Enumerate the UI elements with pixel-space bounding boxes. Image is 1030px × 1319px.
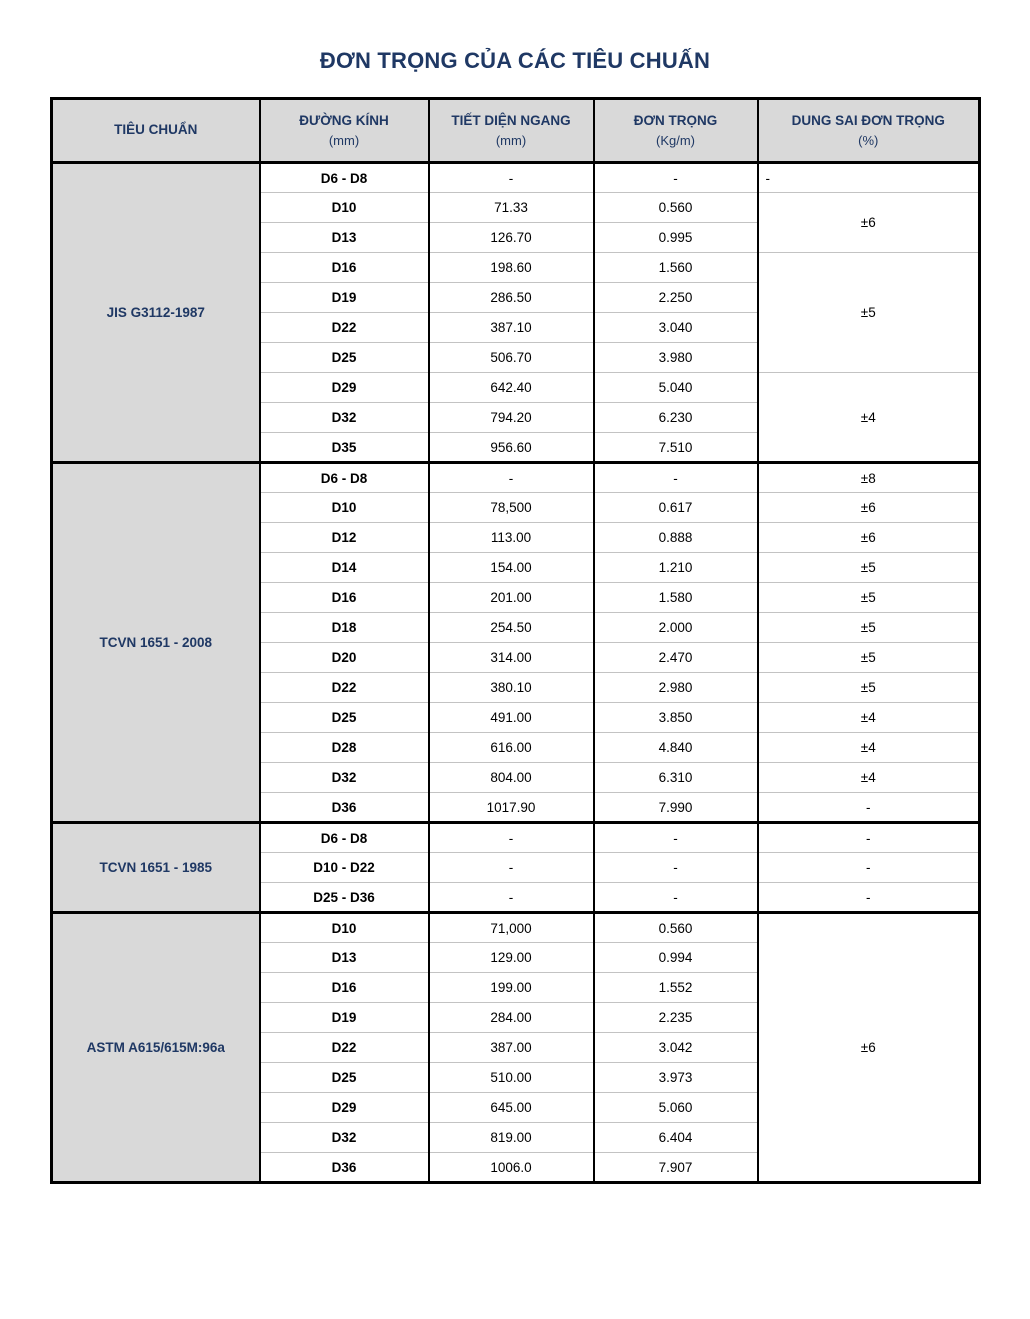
unit-weight-cell: 0.560 <box>594 193 758 223</box>
tolerance-cell: - <box>758 793 980 823</box>
cross-section-cell: 387.10 <box>429 313 594 343</box>
tolerance-cell: ±5 <box>758 673 980 703</box>
table-header-row <box>52 99 980 163</box>
unit-weight-cell: 1.560 <box>594 253 758 283</box>
cross-section-cell: 794.20 <box>429 403 594 433</box>
diameter-cell: D20 <box>260 643 429 673</box>
diameter-cell: D22 <box>260 313 429 343</box>
cross-section-cell: 113.00 <box>429 523 594 553</box>
cross-section-cell: 129.00 <box>429 943 594 973</box>
tolerance-cell: ±6 <box>758 493 980 523</box>
unit-weight-cell: 5.040 <box>594 373 758 403</box>
diameter-cell: D36 <box>260 793 429 823</box>
diameter-cell: D12 <box>260 523 429 553</box>
diameter-cell: D14 <box>260 553 429 583</box>
unit-weight-cell: 0.617 <box>594 493 758 523</box>
unit-weight-cell: 7.510 <box>594 433 758 463</box>
tolerance-cell: - <box>758 823 980 853</box>
unit-weight-cell: 5.060 <box>594 1093 758 1123</box>
cross-section-cell: - <box>429 883 594 913</box>
unit-weight-cell: 2.980 <box>594 673 758 703</box>
tolerance-cell: ±4 <box>758 703 980 733</box>
column-header-cross-section <box>429 99 594 163</box>
unit-weight-cell: 3.973 <box>594 1063 758 1093</box>
column-header-label: ĐƯỜNG KÍNH <box>299 112 389 128</box>
column-header-unit-weight <box>594 99 758 163</box>
tolerance-cell: ±6 <box>758 913 980 1183</box>
unit-weight-cell: 2.000 <box>594 613 758 643</box>
tolerance-cell: - <box>758 883 980 913</box>
column-header-unit: (Kg/m) <box>656 132 695 148</box>
standards-weight-table <box>50 97 981 1184</box>
standard-cell: TCVN 1651 - 1985 <box>52 823 260 913</box>
cross-section-cell: 510.00 <box>429 1063 594 1093</box>
page-title: ĐƠN TRỌNG CỦA CÁC TIÊU CHUẤN <box>319 48 711 73</box>
tolerance-cell: - <box>758 163 980 193</box>
cross-section-cell: - <box>429 463 594 493</box>
cross-section-cell: 616.00 <box>429 733 594 763</box>
unit-weight-cell: 2.250 <box>594 283 758 313</box>
cross-section-cell: 71.33 <box>429 193 594 223</box>
diameter-cell: D25 - D36 <box>260 883 429 913</box>
diameter-cell: D32 <box>260 763 429 793</box>
cross-section-cell: 645.00 <box>429 1093 594 1123</box>
diameter-cell: D25 <box>260 1063 429 1093</box>
tolerance-cell: ±6 <box>758 523 980 553</box>
diameter-cell: D32 <box>260 1123 429 1153</box>
diameter-cell: D6 - D8 <box>260 463 429 493</box>
cross-section-cell: - <box>429 823 594 853</box>
cross-section-cell: 284.00 <box>429 1003 594 1033</box>
diameter-cell: D29 <box>260 1093 429 1123</box>
column-header-unit: (mm) <box>328 132 360 148</box>
cross-section-cell: 1006.0 <box>429 1153 594 1183</box>
column-header-label: TIẾT DIỆN NGANG <box>451 112 571 128</box>
diameter-cell: D16 <box>260 253 429 283</box>
diameter-cell: D6 - D8 <box>260 163 429 193</box>
cross-section-cell: 198.60 <box>429 253 594 283</box>
unit-weight-cell: 3.850 <box>594 703 758 733</box>
unit-weight-cell: 4.840 <box>594 733 758 763</box>
cross-section-cell: 286.50 <box>429 283 594 313</box>
diameter-cell: D16 <box>260 583 429 613</box>
unit-weight-cell: 6.310 <box>594 763 758 793</box>
unit-weight-cell: 1.580 <box>594 583 758 613</box>
tolerance-cell: ±5 <box>758 553 980 583</box>
cross-section-cell: - <box>429 853 594 883</box>
diameter-cell: D18 <box>260 613 429 643</box>
cross-section-cell: 1017.90 <box>429 793 594 823</box>
unit-weight-cell: 3.042 <box>594 1033 758 1063</box>
diameter-cell: D10 - D22 <box>260 853 429 883</box>
cross-section-cell: 254.50 <box>429 613 594 643</box>
unit-weight-cell: 1.552 <box>594 973 758 1003</box>
column-header-unit: (mm) <box>495 132 527 148</box>
diameter-cell: D13 <box>260 223 429 253</box>
standard-cell: ASTM A615/615M:96a <box>52 913 260 1183</box>
unit-weight-cell: 2.470 <box>594 643 758 673</box>
cross-section-cell: 380.10 <box>429 673 594 703</box>
tolerance-cell: ±4 <box>758 763 980 793</box>
standard-cell: JIS G3112-1987 <box>52 163 260 463</box>
diameter-cell: D35 <box>260 433 429 463</box>
tolerance-cell: ±5 <box>758 583 980 613</box>
unit-weight-cell: 0.994 <box>594 943 758 973</box>
cross-section-cell: 506.70 <box>429 343 594 373</box>
unit-weight-cell: 0.995 <box>594 223 758 253</box>
unit-weight-cell: 3.980 <box>594 343 758 373</box>
diameter-cell: D6 - D8 <box>260 823 429 853</box>
cross-section-cell: 491.00 <box>429 703 594 733</box>
diameter-cell: D16 <box>260 973 429 1003</box>
unit-weight-cell: 1.210 <box>594 553 758 583</box>
cross-section-cell: 154.00 <box>429 553 594 583</box>
unit-weight-cell: 6.404 <box>594 1123 758 1153</box>
unit-weight-cell: 0.888 <box>594 523 758 553</box>
table-row <box>52 163 980 193</box>
cross-section-cell: 71,000 <box>429 913 594 943</box>
tolerance-cell: ±5 <box>758 613 980 643</box>
diameter-cell: D22 <box>260 673 429 703</box>
diameter-cell: D25 <box>260 343 429 373</box>
unit-weight-cell: - <box>594 823 758 853</box>
column-header-label: DUNG SAI ĐƠN TRỌNG <box>791 112 945 128</box>
unit-weight-cell: 3.040 <box>594 313 758 343</box>
unit-weight-cell: - <box>594 883 758 913</box>
cross-section-cell: 819.00 <box>429 1123 594 1153</box>
diameter-cell: D10 <box>260 193 429 223</box>
diameter-cell: D25 <box>260 703 429 733</box>
diameter-cell: D22 <box>260 1033 429 1063</box>
diameter-cell: D32 <box>260 403 429 433</box>
cross-section-cell: 804.00 <box>429 763 594 793</box>
cross-section-cell: 387.00 <box>429 1033 594 1063</box>
column-header-label: TIÊU CHUẨN <box>114 122 198 138</box>
column-header-unit: (%) <box>858 132 879 148</box>
unit-weight-cell: 6.230 <box>594 403 758 433</box>
diameter-cell: D36 <box>260 1153 429 1183</box>
document-page <box>0 48 1030 1184</box>
diameter-cell: D10 <box>260 493 429 523</box>
table-row <box>52 823 980 853</box>
tolerance-cell: - <box>758 853 980 883</box>
diameter-cell: D19 <box>260 1003 429 1033</box>
column-header-tolerance <box>758 99 980 163</box>
column-header-diameter <box>260 99 429 163</box>
table-body <box>52 163 980 1183</box>
cross-section-cell: 956.60 <box>429 433 594 463</box>
cross-section-cell: 314.00 <box>429 643 594 673</box>
diameter-cell: D19 <box>260 283 429 313</box>
cross-section-cell: 201.00 <box>429 583 594 613</box>
diameter-cell: D28 <box>260 733 429 763</box>
tolerance-cell: ±5 <box>758 253 980 373</box>
standard-cell: TCVN 1651 - 2008 <box>52 463 260 823</box>
cross-section-cell: 126.70 <box>429 223 594 253</box>
unit-weight-cell: 7.907 <box>594 1153 758 1183</box>
table-row <box>52 913 980 943</box>
diameter-cell: D29 <box>260 373 429 403</box>
cross-section-cell: - <box>429 163 594 193</box>
diameter-cell: D13 <box>260 943 429 973</box>
table-row <box>52 463 980 493</box>
unit-weight-cell: - <box>594 163 758 193</box>
unit-weight-cell: - <box>594 463 758 493</box>
cross-section-cell: 199.00 <box>429 973 594 1003</box>
tolerance-cell: ±5 <box>758 643 980 673</box>
tolerance-cell: ±8 <box>758 463 980 493</box>
unit-weight-cell: 0.560 <box>594 913 758 943</box>
tolerance-cell: ±4 <box>758 733 980 763</box>
tolerance-cell: ±6 <box>758 193 980 253</box>
cross-section-cell: 78,500 <box>429 493 594 523</box>
unit-weight-cell: - <box>594 853 758 883</box>
unit-weight-cell: 7.990 <box>594 793 758 823</box>
cross-section-cell: 642.40 <box>429 373 594 403</box>
diameter-cell: D10 <box>260 913 429 943</box>
column-header-label: ĐƠN TRỌNG <box>633 112 718 128</box>
column-header-standard <box>52 99 260 163</box>
unit-weight-cell: 2.235 <box>594 1003 758 1033</box>
tolerance-cell: ±4 <box>758 373 980 463</box>
